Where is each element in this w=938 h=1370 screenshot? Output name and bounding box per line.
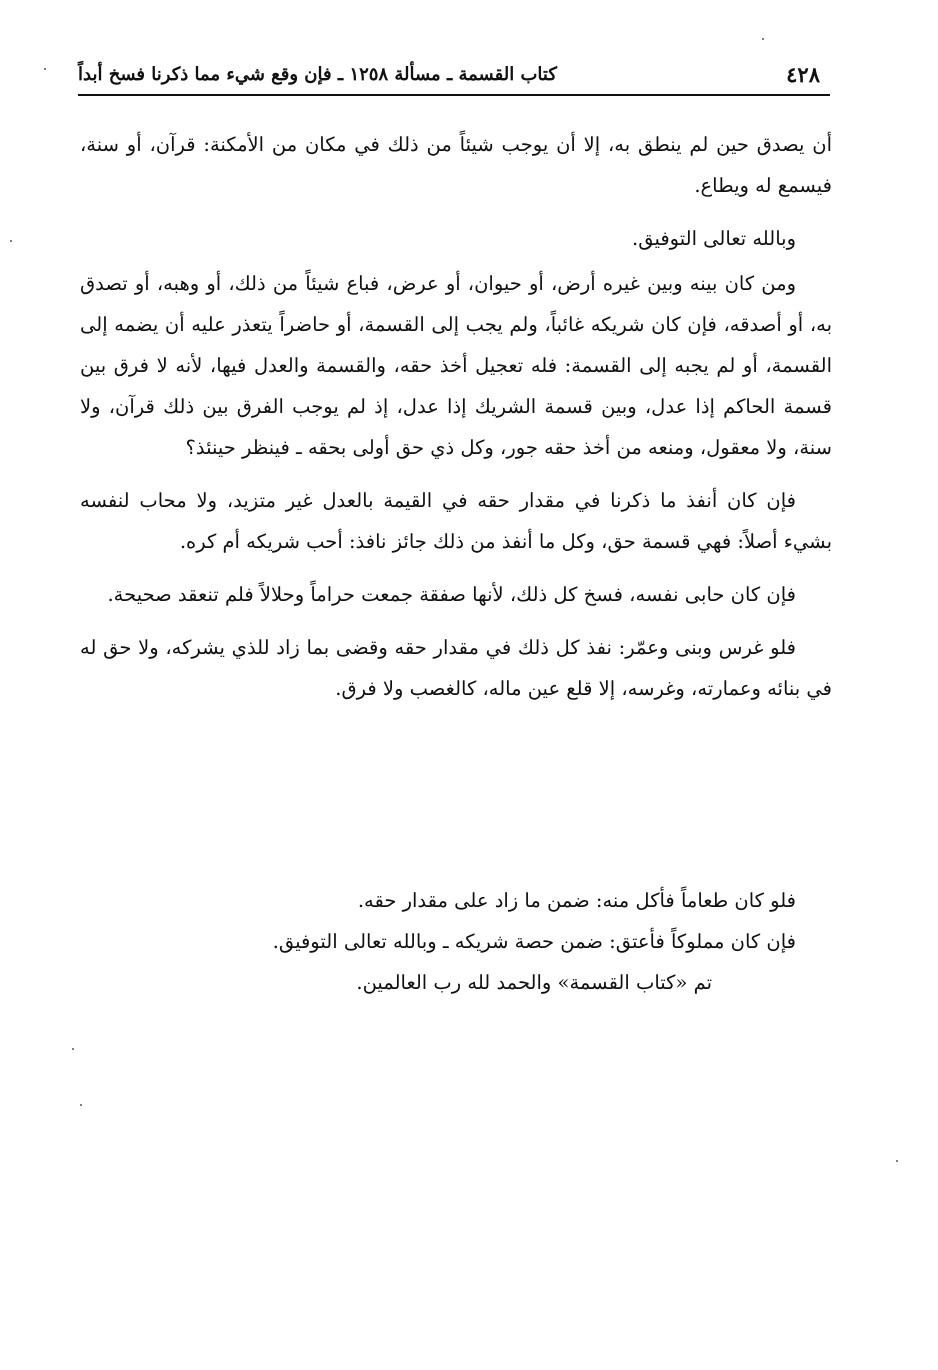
paragraph-continuation: أن يصدق حين لم ينطق به، إلا أن يوجب شيئاً من ذلك في مكان من الأمكنة: قرآن، أو سنة، فيسمع له ويطاع.	[80, 133, 832, 197]
closing-line-slave: فإن كان مملوكاً فأعتق: ضمن حصة شريكه ـ وبالله تعالى التوفيق.	[272, 930, 796, 953]
closing-lines	[80, 880, 832, 1003]
scan-speck	[80, 1104, 82, 1106]
closing-line-book-end: تم «كتاب القسمة» والحمد لله رب العالمين.	[356, 971, 712, 994]
scan-speck	[72, 1048, 74, 1050]
page-number: ٤٢٨	[786, 61, 820, 87]
scan-speck	[10, 240, 12, 242]
paragraph-fair-division: فإن كان أنفذ ما ذكرنا في مقدار حقه في القيمة بالعدل غير متزيد، ولا محاب لنفسه بشيء أصلاً: فهي قسمة حق، وكل ما أنفذ من ذلك جائز نافذ: أحب شريكه أم كره.	[80, 489, 832, 553]
page-header	[78, 56, 830, 92]
running-title: كتاب القسمة ـ مسألة ١٢٥٨ ـ فإن وقع شيء مما ذكرنا فسخ أبداً	[78, 63, 557, 85]
paragraph-self-favoring: فإن كان حابى نفسه، فسخ كل ذلك، لأنها صفقة جمعت حراماً وحلالاً فلم تنعقد صحيحة.	[107, 583, 796, 606]
paragraph-planting-building: فلو غرس وبنى وعمّر: نفذ كل ذلك في مقدار حقه وقضى بما زاد للذي يشركه، ولا حق له في بنائه وعمارته، وغرسه، إلا قلع عين ماله، كالغصب ولا فرق.	[80, 636, 832, 700]
paragraph-shared-property: ومن كان بينه وبين غيره أرض، أو حيوان، أو عرض، فباع شيئاً من ذلك، أو وهبه، أو تصدق به، أو أصدقه، فإن كان شريكه غائباً، ولم يجب إلى القسمة، أو حاضراً يتعذر عليه أن يضمه إلى القسمة، أو لم يجبه إلى القسمة: فله تعجيل أخذ حقه، والقسمة والعدل فيها، لأنه لا فرق بين قسمة الحاكم إذا عدل، وبين قسمة الشريك إذا عدل، إذ لم يوجب الفرق بين ذلك قرآن، ولا سنة، ولا معقول، ومنعه من أخذ حقه جور، وكل ذي حق أولى بحقه ـ فينظر حينئذ؟	[80, 272, 832, 459]
closing-line-food: فلو كان طعاماً فأكل منه: ضمن ما زاد على مقدار حقه.	[357, 889, 796, 912]
scan-speck	[896, 1160, 898, 1162]
header-divider	[78, 94, 830, 96]
scan-speck	[762, 38, 764, 40]
scan-speck	[44, 68, 46, 70]
paragraph-closing-formula: وبالله تعالى التوفيق.	[632, 227, 796, 250]
main-text	[80, 124, 832, 721]
